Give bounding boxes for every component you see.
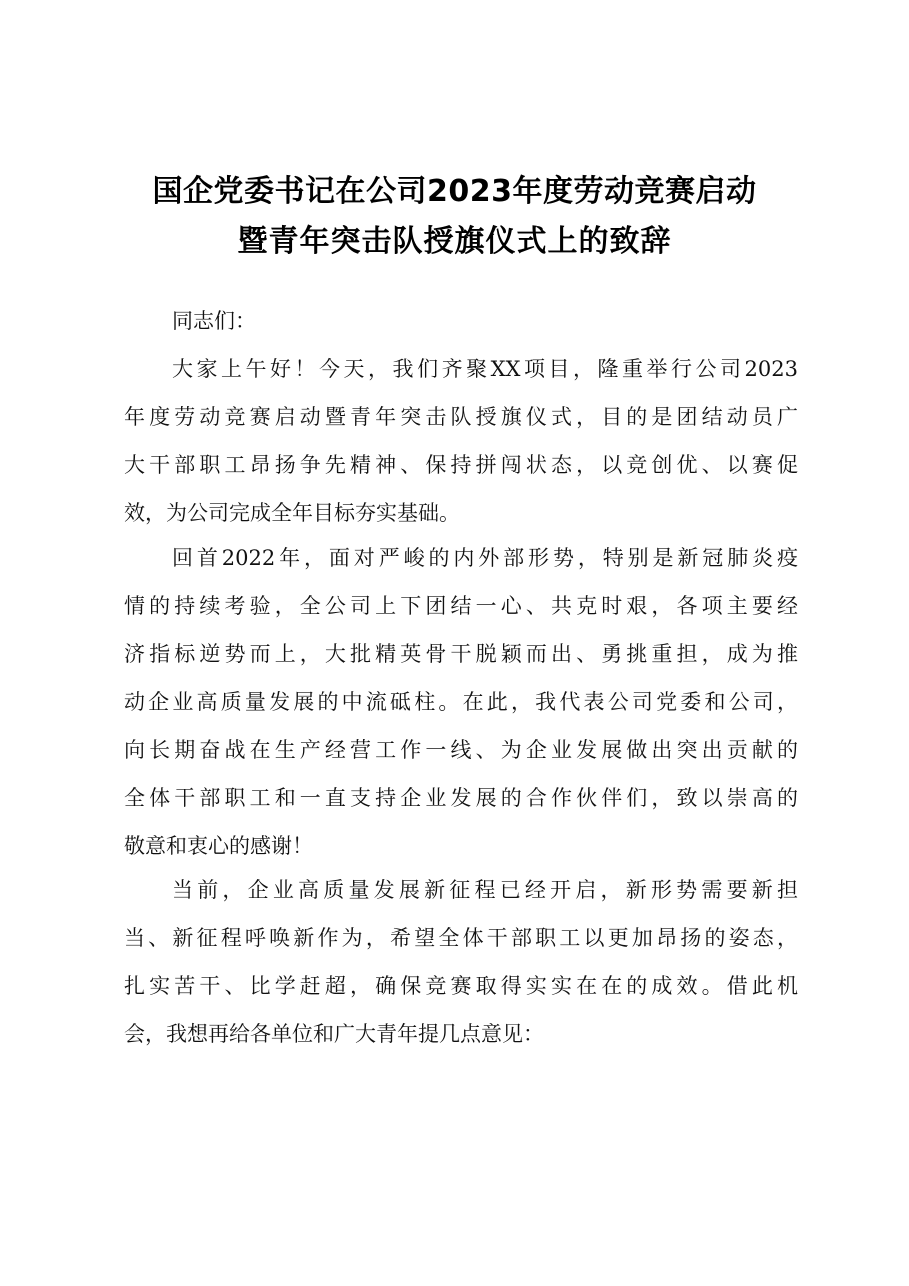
salutation-text: 同志们： [172, 309, 256, 333]
paragraph-line: 敬意和衷心的感谢！ [124, 834, 313, 858]
paragraph-line: 济指标逆势而上，大批精英骨干脱颖而出、勇挑重担，成为推 [124, 642, 798, 666]
paragraph-line: 向长期奋战在生产经营工作一线、为企业发展做出突出贡献的 [124, 738, 798, 762]
paragraph-line: 年度劳动竞赛启动暨青年突击队授旗仪式，目的是团结动员广 [124, 405, 798, 429]
document-title-line-2: 暨青年突击队授旗仪式上的致辞 [237, 224, 672, 259]
paragraph-line: 大家上午好！今天，我们齐聚XX项目，隆重举行公司2023 [172, 357, 798, 381]
paragraph-1 [124, 345, 798, 537]
paragraph-line: 效，为公司完成全年目标夯实基础。 [124, 501, 460, 525]
salutation [124, 297, 798, 345]
paragraph-line: 动企业高质量发展的中流砥柱。在此，我代表公司党委和公司， [124, 690, 798, 714]
paragraph-2 [124, 534, 798, 870]
paragraph-line: 会，我想再给各单位和广大青年提几点意见： [124, 1022, 544, 1046]
paragraph-line: 当前，企业高质量发展新征程已经开启，新形势需要新担 [172, 878, 798, 902]
paragraph-3 [124, 866, 798, 1058]
paragraph-line: 情的持续考验，全公司上下团结一心、共克时艰，各项主要经 [124, 594, 798, 618]
paragraph-line: 全体干部职工和一直支持企业发展的合作伙伴们，致以崇高的 [124, 786, 798, 810]
paragraph-line: 扎实苦干、比学赶超，确保竞赛取得实实在在的成效。借此机 [124, 974, 798, 998]
paragraph-line: 当、新征程呼唤新作为，希望全体干部职工以更加昂扬的姿态， [124, 926, 798, 950]
document-title-line-1: 国企党委书记在公司2023年度劳动竞赛启动 [152, 174, 757, 209]
paragraph-line: 回首2022年，面对严峻的内外部形势，特别是新冠肺炎疫 [172, 546, 798, 570]
paragraph-line: 大干部职工昂扬争先精神、保持拼闯状态，以竞创优、以赛促 [124, 453, 798, 477]
